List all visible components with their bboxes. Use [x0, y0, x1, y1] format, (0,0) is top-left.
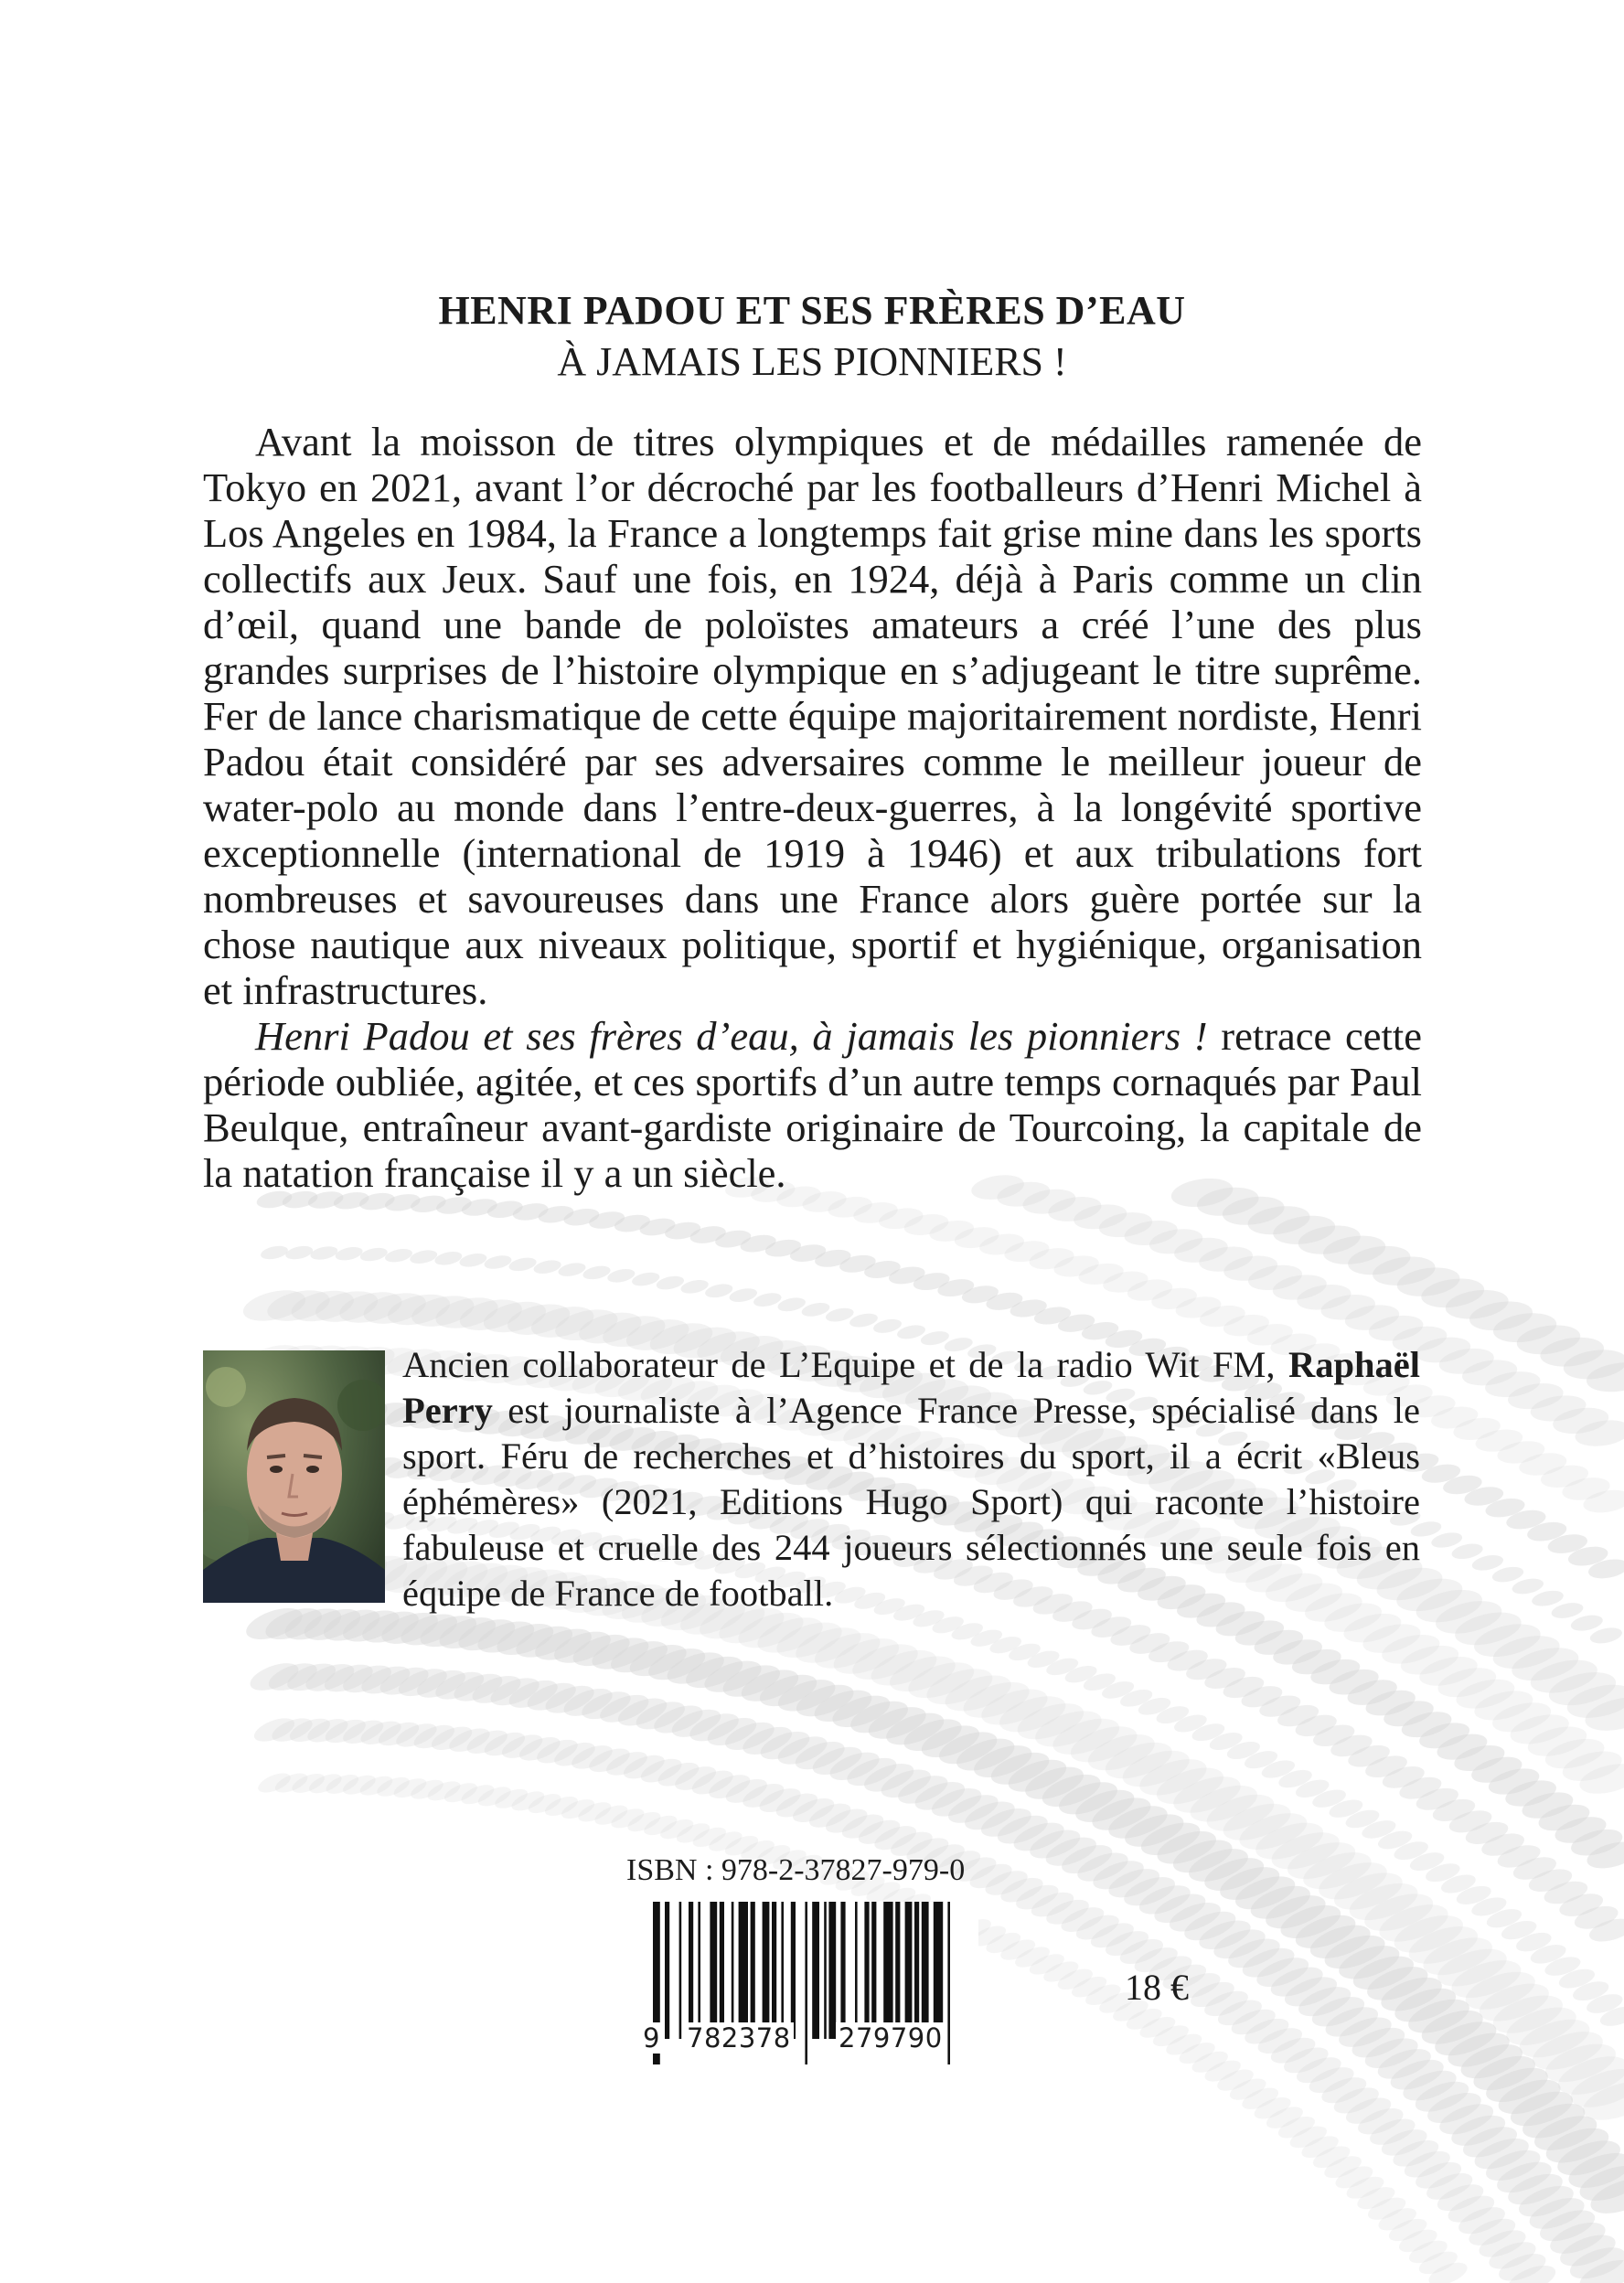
barcode-digit-group: 782378 — [684, 2022, 794, 2054]
author-bio-intro: Ancien collaborateur de L’Equipe et de la radio Wit FM, — [402, 1344, 1288, 1385]
author-name: Raphaël Perry — [402, 1344, 1420, 1431]
back-cover-summary — [203, 419, 1422, 1196]
price: 18 € — [1125, 1967, 1189, 2008]
book-subtitle: À JAMAIS LES PIONNIERS ! — [557, 339, 1067, 384]
book-title: HENRI PADOU ET SES FRÈRES D’EAU — [438, 288, 1186, 333]
author-bio-rest: est journaliste à l’Agence France Presse, spécialisé dans le sport. Féru de recherches et d’histoires du sport, il a écrit «Bleus éphémères» (2021, Editions Hugo Sport) qui raconte l’histoire fabuleuse et cruelle des 244 joueurs sélectionnés une seule fois en équipe de France de football. — [402, 1390, 1420, 1614]
isbn-label: ISBN : 978-2-37827-979-0 — [626, 1853, 966, 1887]
barcode-digits — [640, 2022, 978, 2059]
author-photo — [203, 1350, 385, 1603]
summary-paragraph — [203, 1013, 1422, 1196]
summary-paragraph: Avant la moisson de titres olympiques et de médailles ramenée de Tokyo en 2021, avant l’or décroché par les footballeurs d’Henri Michel à Los Angeles en 1984, la France a longtemps fait grise mine dans les sports collectifs aux Jeux. Sauf une fois, en 1924, déjà à Paris comme un clin d’œil, quand une bande de poloïstes amateurs a créé l’une des plus grandes surprises de l’histoire olympique en s’adjugeant le titre suprême. Fer de lance charismatique de cette équipe majoritairement nordiste, Henri Padou était considéré par ses adversaires comme le meilleur joueur de water-polo au monde dans l’entre-deux-guerres, à la longévité sportive exceptionnelle (international de 1919 à 1946) et aux tribulations fort nombreuses et savoureuses dans une France alors guère portée sur la chose nautique aux niveaux politique, sportif et hygiénique, organisation et infrastructures. — [203, 419, 1422, 1013]
author-bio-text — [402, 1342, 1420, 1616]
author-bio — [402, 1342, 1420, 1616]
barcode-digit-group: 279790 — [836, 2022, 946, 2054]
title-block — [0, 285, 1624, 388]
barcode-digit-lead: 9 — [640, 2022, 663, 2054]
summary-text: retrace cette période oubliée, agitée, et ces sportifs d’un autre temps cornaqués par Paul Beulque, entraîneur avant-gardiste originaire de Tourcoing, la capitale de la natation française il y a un siècle. — [203, 1013, 1422, 1196]
book-title-italic: Henri Padou et ses frères d’eau, à jamais les pionniers ! — [255, 1013, 1208, 1059]
